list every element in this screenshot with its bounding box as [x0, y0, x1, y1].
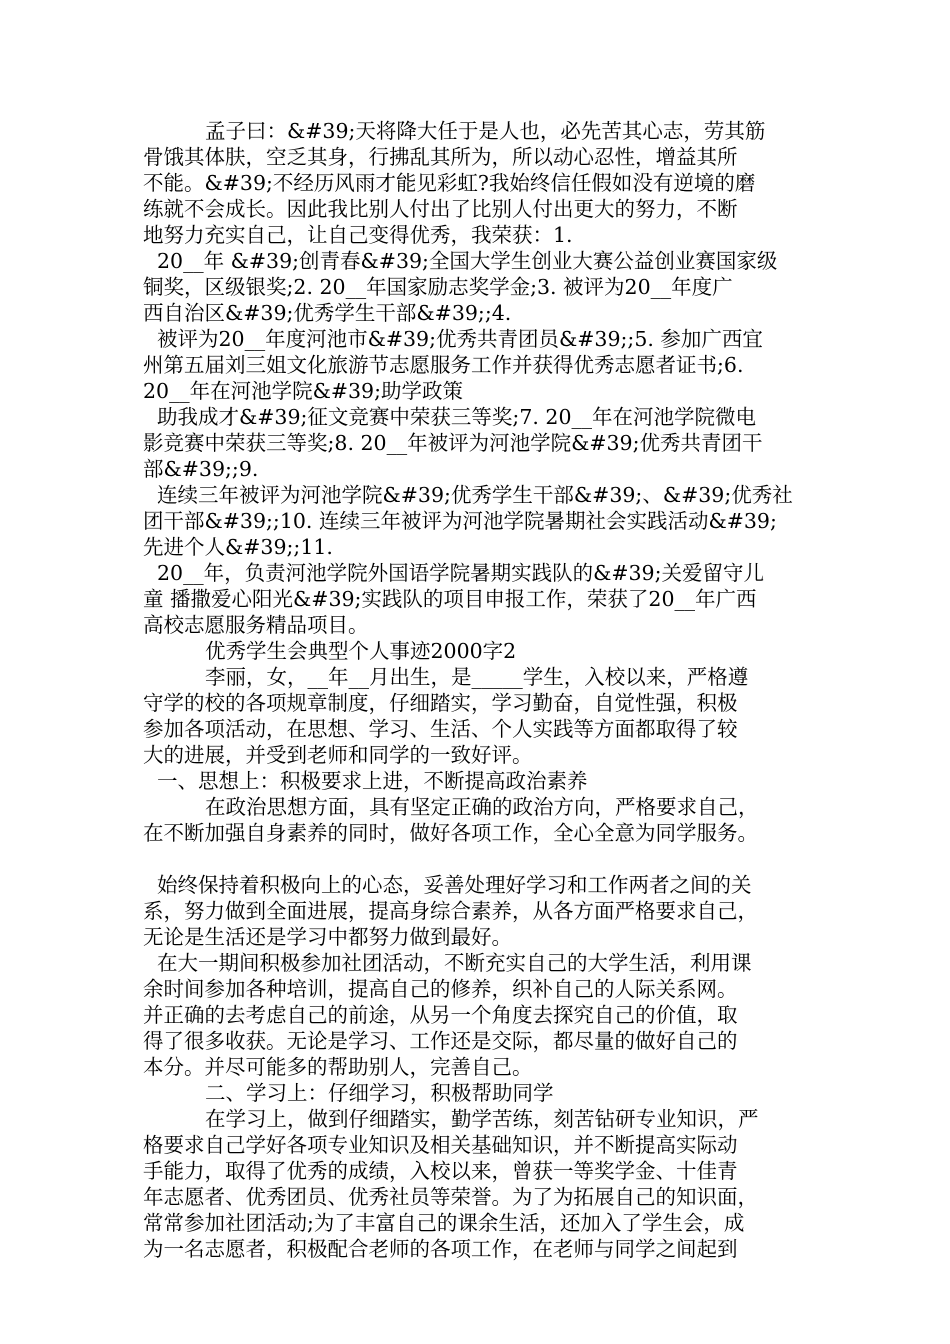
text-line: 格要求自己学好各项专业知识及相关基础知识，并不断提高实际动 — [143, 1133, 738, 1157]
text-line: 被评为20__年度河池市&#39;优秀共青团员&#39;;5. 参加广西宜 — [157, 327, 763, 351]
text-line: 在政治思想方面，具有坚定正确的政治方向，严格要求自己， — [205, 795, 759, 819]
text-line: 无论是生活还是学习中都努力做到最好。 — [143, 925, 512, 949]
text-line: 团干部&#39;;10. 连续三年被评为河池学院暑期社会实践活动&#39; — [143, 509, 777, 533]
text-line: 州第五届刘三姐文化旅游节志愿服务工作并获得优秀志愿者证书;6. — [143, 353, 744, 377]
text-line: 为一名志愿者，积极配合老师的各项工作，在老师与同学之间起到 — [143, 1237, 738, 1261]
text-line: 20__年 &#39;创青春&#39;全国大学生创业大赛公益创业赛国家级 — [157, 249, 778, 273]
text-line: 骨饿其体肤，空乏其身，行拂乱其所为，所以动心忍性，增益其所 — [143, 145, 738, 169]
text-line: 一、思想上：积极要求上进，不断提高政治素养 — [157, 769, 588, 793]
text-line: 西自治区&#39;优秀学生干部&#39;;4. — [143, 301, 512, 325]
text-line: 在不断加强自身素养的同时，做好各项工作，全心全意为同学服务。 — [143, 821, 758, 845]
text-line: 守学的校的各项规章制度，仔细踏实，学习勤奋，自觉性强，积极 — [143, 691, 738, 715]
text-line: 在大一期间积极参加社团活动，不断充实自己的大学生活，利用课 — [157, 951, 752, 975]
text-line: 在学习上，做到仔细踏实，勤学苦练，刻苦钻研专业知识，严 — [205, 1107, 759, 1131]
text-line: 并正确的去考虑自己的前途，从另一个角度去探究自己的价值，取 — [143, 1003, 738, 1027]
text-line: 助我成才&#39;征文竞赛中荣获三等奖;7. 20__年在河池学院微电 — [157, 405, 756, 429]
text-line: 参加各项活动，在思想、学习、生活、个人实践等方面都取得了较 — [143, 717, 738, 741]
text-line: 先进个人&#39;;11. — [143, 535, 333, 559]
text-line: 得了很多收获。无论是学习、工作还是交际，都尽量的做好自己的 — [143, 1029, 738, 1053]
document-body — [143, 118, 813, 1262]
text-line: 大的进展，并受到老师和同学的一致好评。 — [143, 743, 533, 767]
text-line: 20__年，负责河池学院外国语学院暑期实践队的&#39;关爱留守儿 — [157, 561, 765, 585]
text-line: 练就不会成长。因此我比别人付出了比别人付出更大的努力，不断 — [143, 197, 738, 221]
text-line: 二、学习上：仔细学习，积极帮助同学 — [205, 1081, 554, 1105]
paragraph-gap — [143, 846, 813, 872]
text-line: 不能。&#39;不经历风雨才能见彩虹?我始终信任假如没有逆境的磨 — [143, 171, 756, 195]
text-line: 手能力，取得了优秀的成绩，入校以来，曾获一等奖学金、十佳青 — [143, 1159, 738, 1183]
text-line: 地努力充实自己，让自己变得优秀，我荣获：1. — [143, 223, 573, 247]
text-line: 影竞赛中荣获三等奖;8. 20__年被评为河池学院&#39;优秀共青团干 — [143, 431, 763, 455]
text-line: 20__年在河池学院&#39;助学政策 — [143, 379, 464, 403]
text-line: 常常参加社团活动;为了丰富自己的课余生活，还加入了学生会，成 — [143, 1211, 745, 1235]
text-line: 系，努力做到全面进展，提高身综合素养，从各方面严格要求自己， — [143, 899, 758, 923]
text-line: 连续三年被评为河池学院&#39;优秀学生干部&#39;、&#39;优秀社 — [157, 483, 793, 507]
text-line: 本分。并尽可能多的帮助别人，完善自己。 — [143, 1055, 533, 1079]
text-line: 始终保持着积极向上的心态，妥善处理好学习和工作两者之间的关 — [157, 873, 752, 897]
text-line: 高校志愿服务精品项目。 — [143, 613, 369, 637]
text-line: 孟子曰：&#39;天将降大任于是人也，必先苦其心志，劳其筋 — [205, 119, 766, 143]
text-line: 优秀学生会典型个人事迹2000字2 — [205, 639, 517, 663]
text-line: 余时间参加各种培训，提高自己的修养，织补自己的人际关系网。 — [143, 977, 738, 1001]
text-line: 铜奖，区级银奖;2. 20__年国家励志奖学金;3. 被评为20__年度广 — [143, 275, 733, 299]
text-line: 年志愿者、优秀团员、优秀社员等荣誉。为了为拓展自己的知识面， — [143, 1185, 758, 1209]
text-line: 李丽，女，__年__月出生，是_____学生，入校以来，严格遵 — [205, 665, 749, 689]
text-line: 童 播撒爱心阳光&#39;实践队的项目申报工作，荣获了20__年广西 — [143, 587, 757, 611]
text-line: 部&#39;;9. — [143, 457, 259, 481]
